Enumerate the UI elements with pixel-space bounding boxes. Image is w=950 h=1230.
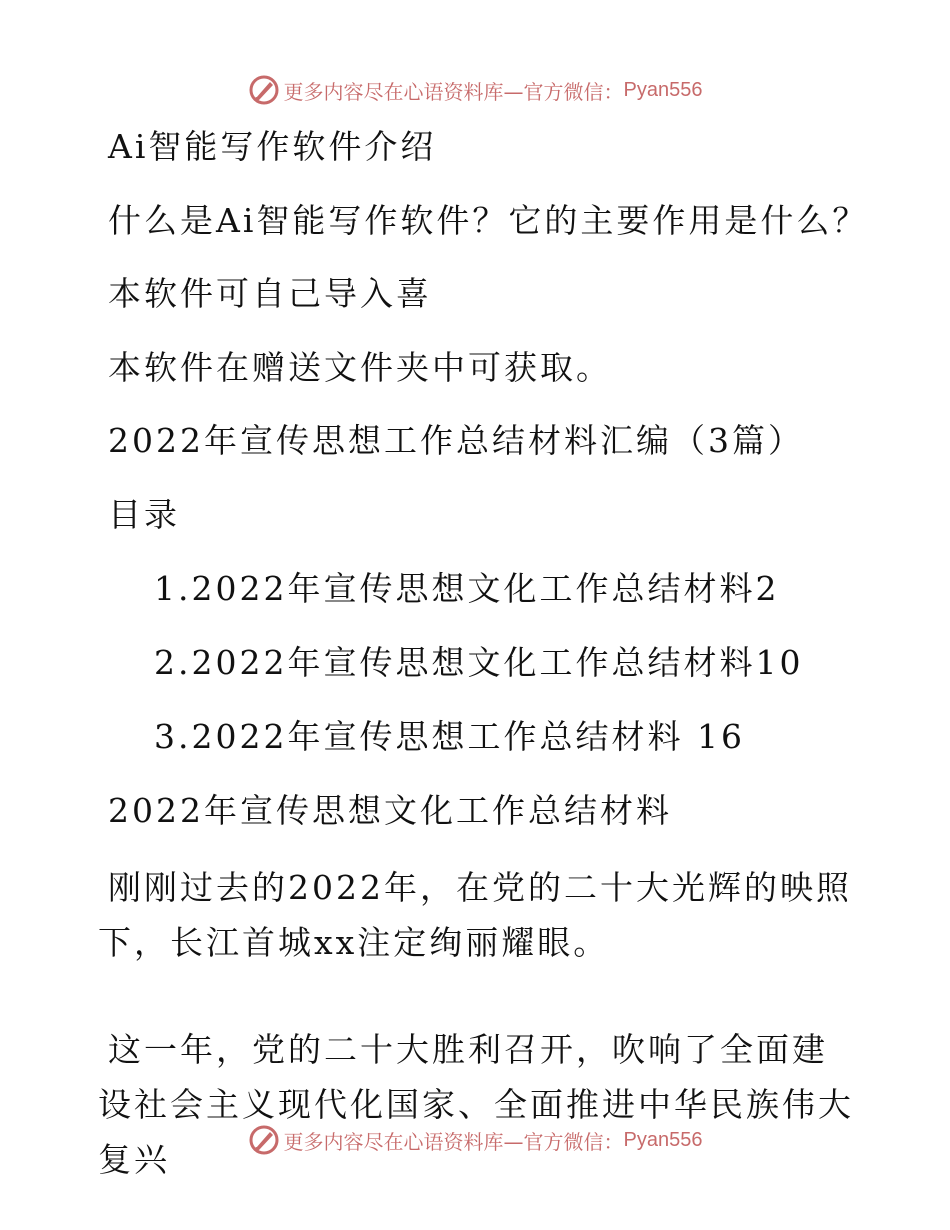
toc-item-3[interactable]: 3.2022年宣传思想工作总结材料 16 (154, 717, 745, 756)
toc-heading: 目录 (108, 495, 180, 534)
toc-item-1[interactable]: 1.2022年宣传思想文化工作总结材料2 (154, 569, 780, 608)
compilation-title: 2022年宣传思想工作总结材料汇编（3篇） (108, 421, 804, 460)
pen-seal-icon (248, 74, 280, 106)
paragraph-2: 这一年，党的二十大胜利召开，吹响了全面建设社会主义现代化国家、全面推进中华民族伟大复兴 (98, 1030, 854, 1179)
folder-line: 本软件在赠送文件夹中可获取。 (108, 348, 612, 387)
watermark-account: Pyan556 (623, 1128, 703, 1151)
watermark-text: 更多内容尽在心语资料库—官方微信： (283, 1129, 624, 1154)
watermark-account: Pyan556 (623, 78, 703, 101)
section-title: 2022年宣传思想文化工作总结材料 (108, 791, 672, 830)
toc-item-2[interactable]: 2.2022年宣传思想文化工作总结材料10 (154, 643, 804, 682)
pen-seal-icon (248, 1124, 280, 1156)
import-line: 本软件可自己导入喜 (108, 274, 432, 313)
document-title: Ai智能写作软件介绍 (108, 127, 437, 166)
question-line: 什么是Ai智能写作软件？它的主要作用是什么？ (108, 201, 869, 240)
paragraph-1: 刚刚过去的2022年，在党的二十大光辉的映照下，长江首城xx注定绚丽耀眼。 (98, 868, 852, 962)
watermark-footer (0, 1120, 950, 1160)
watermark-text: 更多内容尽在心语资料库—官方微信： (283, 79, 624, 104)
watermark-header (0, 70, 950, 110)
